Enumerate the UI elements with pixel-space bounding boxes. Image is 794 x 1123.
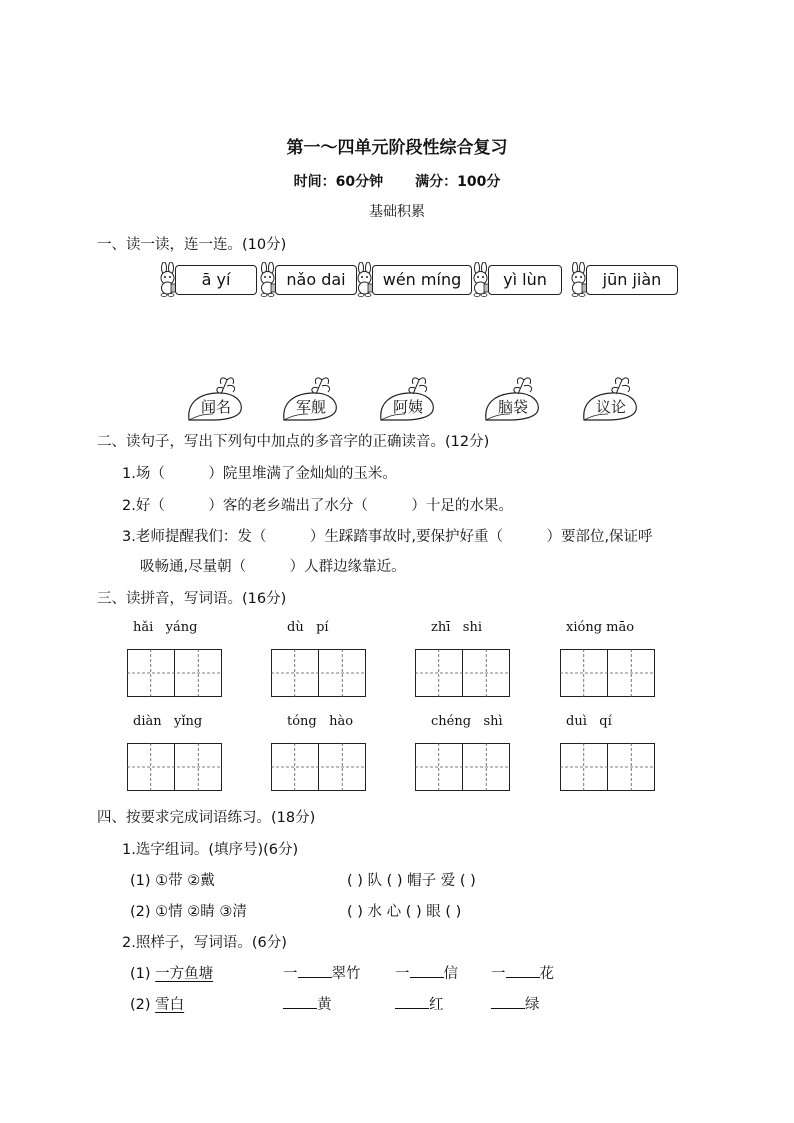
q2-line-2: 2.好（ ）客的老乡端出了水分（ ）十足的水果。 [122, 498, 513, 514]
character-writing-grid[interactable] [560, 649, 655, 697]
word-leaf[interactable] [480, 374, 544, 422]
character-writing-grid[interactable] [271, 649, 366, 697]
character-writing-grid[interactable] [415, 649, 510, 697]
q4-part2-row2-example [130, 993, 184, 1014]
character-writing-grid[interactable] [127, 743, 222, 791]
pinyin-prompt: xióng māo [566, 620, 635, 635]
pinyin-text: yì lùn [488, 265, 562, 295]
pinyin-prompt: dù pí [287, 620, 329, 635]
word-leaf[interactable] [375, 374, 439, 422]
pinyin-prompt: chéng shì [431, 714, 503, 729]
character-writing-grid[interactable] [415, 743, 510, 791]
character-writing-grid[interactable] [271, 743, 366, 791]
section-name: 基础积累 [369, 204, 425, 220]
item-suffix: 花 [539, 966, 554, 982]
q4-part2-row1-example [130, 962, 213, 983]
leaf-word-text: 军舰 [295, 398, 326, 416]
q4-part2-label: 2.照样子，写词语。(6分) [122, 935, 287, 951]
character-writing-grid[interactable] [127, 649, 222, 697]
q4-part2-row1-item-2[interactable] [395, 962, 458, 983]
prefix: 一 [283, 966, 298, 982]
q3-heading: 三、读拼音，写词语。(16分) [97, 591, 287, 607]
pinyin-card[interactable] [566, 262, 678, 298]
q4-part1-row2-blanks[interactable]: ( ) 水 心 ( ) 眼 ( ) [347, 904, 462, 920]
item-suffix: 绿 [525, 997, 540, 1013]
pinyin-prompt: diàn yǐng [133, 714, 203, 729]
prefix: 一 [491, 966, 506, 982]
leaf-word-text: 脑袋 [497, 398, 528, 416]
answer-blank[interactable] [298, 963, 332, 978]
pinyin-text: ā yí [175, 265, 257, 295]
example-phrase: 一方鱼塘 [155, 966, 214, 982]
pinyin-text: jūn jiàn [586, 265, 678, 295]
pinyin-prompt: duì qí [566, 714, 612, 729]
exam-time: 时间：60分钟 [293, 174, 384, 190]
exam-score: 满分：100分 [415, 174, 501, 190]
row-number: (1) [130, 966, 151, 982]
q4-part2-row2-item-2[interactable] [395, 993, 444, 1014]
leaf-word-text: 议论 [595, 398, 626, 416]
q4-heading: 四、按要求完成词语练习。(18分) [97, 810, 316, 826]
word-leaf[interactable] [578, 374, 642, 422]
q4-part1-row1-blanks[interactable]: ( ) 队 ( ) 帽子 爱 ( ) [347, 873, 476, 889]
pinyin-card[interactable] [352, 262, 472, 298]
pinyin-card[interactable] [255, 262, 357, 298]
q2-line-4: 吸畅通,尽量朝（ ）人群边缘靠近。 [140, 559, 406, 575]
row-number: (2) [130, 997, 151, 1013]
q2-heading: 二、读句子，写出下列句中加点的多音字的正确读音。(12分) [97, 434, 490, 450]
item-suffix: 红 [429, 997, 444, 1013]
q4-part2-row2-item-3[interactable] [491, 993, 540, 1014]
pinyin-text: nǎo dai [275, 265, 357, 295]
answer-blank[interactable] [491, 994, 525, 1009]
item-suffix: 翠竹 [331, 966, 361, 982]
item-suffix: 信 [443, 966, 458, 982]
page-title: 第一～四单元阶段性综合复习 [286, 138, 508, 158]
q1-heading: 一、读一读，连一连。(10分) [97, 237, 287, 253]
q4-part2-row1-item-1[interactable] [283, 962, 361, 983]
pinyin-prompt: tóng hào [287, 714, 354, 729]
pinyin-text: wén míng [372, 265, 472, 295]
item-suffix: 黄 [317, 997, 332, 1013]
prefix: 一 [395, 966, 410, 982]
example-phrase: 雪白 [155, 997, 185, 1013]
answer-blank[interactable] [410, 963, 444, 978]
answer-blank[interactable] [506, 963, 540, 978]
pinyin-prompt: zhī shi [431, 620, 482, 635]
pinyin-prompt: hǎi yáng [133, 620, 198, 635]
q4-part1-row2-options: (2) ①情 ②睛 ③清 [130, 904, 247, 920]
q2-line-3: 3.老师提醒我们：发（ ）生踩踏事故时,要保护好重（ ）要部位,保证呼 [122, 529, 653, 545]
word-leaf[interactable] [278, 374, 342, 422]
q4-part2-row2-item-1[interactable] [283, 993, 332, 1014]
pinyin-card[interactable] [468, 262, 562, 298]
q4-part2-row1-item-3[interactable] [491, 962, 554, 983]
q4-part1-label: 1.选字组词。(填序号)(6分) [122, 842, 299, 858]
character-writing-grid[interactable] [560, 743, 655, 791]
answer-blank[interactable] [395, 994, 429, 1009]
q2-line-1: 1.场（ ）院里堆满了金灿灿的玉米。 [122, 466, 397, 482]
pinyin-card[interactable] [155, 262, 257, 298]
exam-info [0, 171, 794, 191]
leaf-word-text: 阿姨 [392, 398, 423, 416]
word-leaf[interactable] [183, 374, 247, 422]
leaf-word-text: 闻名 [200, 398, 231, 416]
q4-part1-row1-options: (1) ①带 ②戴 [130, 873, 215, 889]
answer-blank[interactable] [283, 994, 317, 1009]
